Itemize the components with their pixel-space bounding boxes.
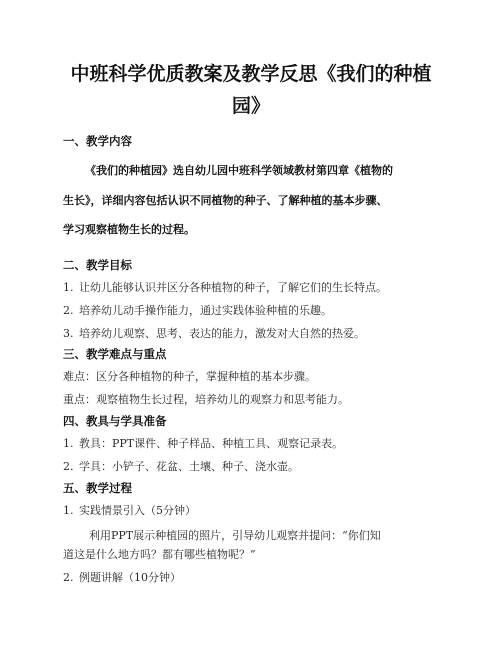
list-item xyxy=(63,568,439,587)
paragraph-line: 《我们的种植园》选自幼儿园中班科学领域教材第四章《植物的 xyxy=(85,164,393,177)
paragraph-line: 利用PPT展示种植园的照片，引导幼儿观察并提问：“你们知 xyxy=(89,528,381,542)
list-number: 1. xyxy=(63,280,74,294)
list-number: 2. xyxy=(63,459,74,473)
list-text: 培养幼儿动手操作能力，通过实践体验种植的乐趣。 xyxy=(79,303,332,317)
title-line-1: 中班科学优质教案及教学反思《我们的种植 xyxy=(70,63,432,85)
list-text: 教具：PPT课件、种子样品、种植工具、观察记录表。 xyxy=(79,436,344,450)
section-heading: 二、教学目标 xyxy=(63,257,132,272)
paragraph-line: 生长》，详细内容包括认识不同植物的种子、了解种植的基本步骤、 xyxy=(63,193,388,207)
section-heading: 三、教学难点与重点 xyxy=(63,346,167,361)
list-text: 实践情景引入（5分钟） xyxy=(79,503,196,517)
section-materials xyxy=(63,412,439,476)
list-text: 让幼儿能够认识并区分各种植物的种子，了解它们的生长特点。 xyxy=(79,280,387,294)
document-title xyxy=(63,0,439,122)
list-item xyxy=(63,278,439,297)
paragraph-line: 道这是什么地方吗？都有哪些植物呢？” xyxy=(63,547,256,561)
list-item xyxy=(63,457,439,476)
section-difficulties-focus xyxy=(63,345,439,409)
section-teaching-content xyxy=(63,132,439,240)
list-text: 学具：小铲子、花盆、土壤、种子、浇水壶。 xyxy=(79,459,299,473)
list-item xyxy=(63,501,439,520)
list-text: 培养幼儿观察、思考、表达的能力，激发对大自然的热爱。 xyxy=(79,326,365,340)
title-line-2: 园》 xyxy=(231,95,270,117)
section-teaching-process xyxy=(63,479,439,587)
list-number: 2. xyxy=(63,303,74,317)
section-heading: 四、教具与学具准备 xyxy=(63,413,167,428)
list-number: 2. xyxy=(63,570,74,584)
list-item xyxy=(63,324,439,343)
list-text: 例题讲解（10分钟） xyxy=(79,570,181,584)
list-number: 1. xyxy=(63,503,74,517)
list-item xyxy=(63,301,439,320)
section-heading: 一、教学内容 xyxy=(63,134,132,148)
list-item xyxy=(63,434,439,453)
section-heading: 五、教学过程 xyxy=(63,480,132,495)
list-number: 1. xyxy=(63,436,74,450)
paragraph-line: 学习观察植物生长的过程。 xyxy=(63,223,195,236)
list-number: 3. xyxy=(63,326,74,340)
section-teaching-goals xyxy=(63,256,439,343)
paragraph-line: 重点：观察植物生长过程，培养幼儿的观察力和思考能力。 xyxy=(63,392,349,406)
paragraph-line: 难点：区分各种植物的种子，掌握种植的基本步骤。 xyxy=(63,369,316,383)
